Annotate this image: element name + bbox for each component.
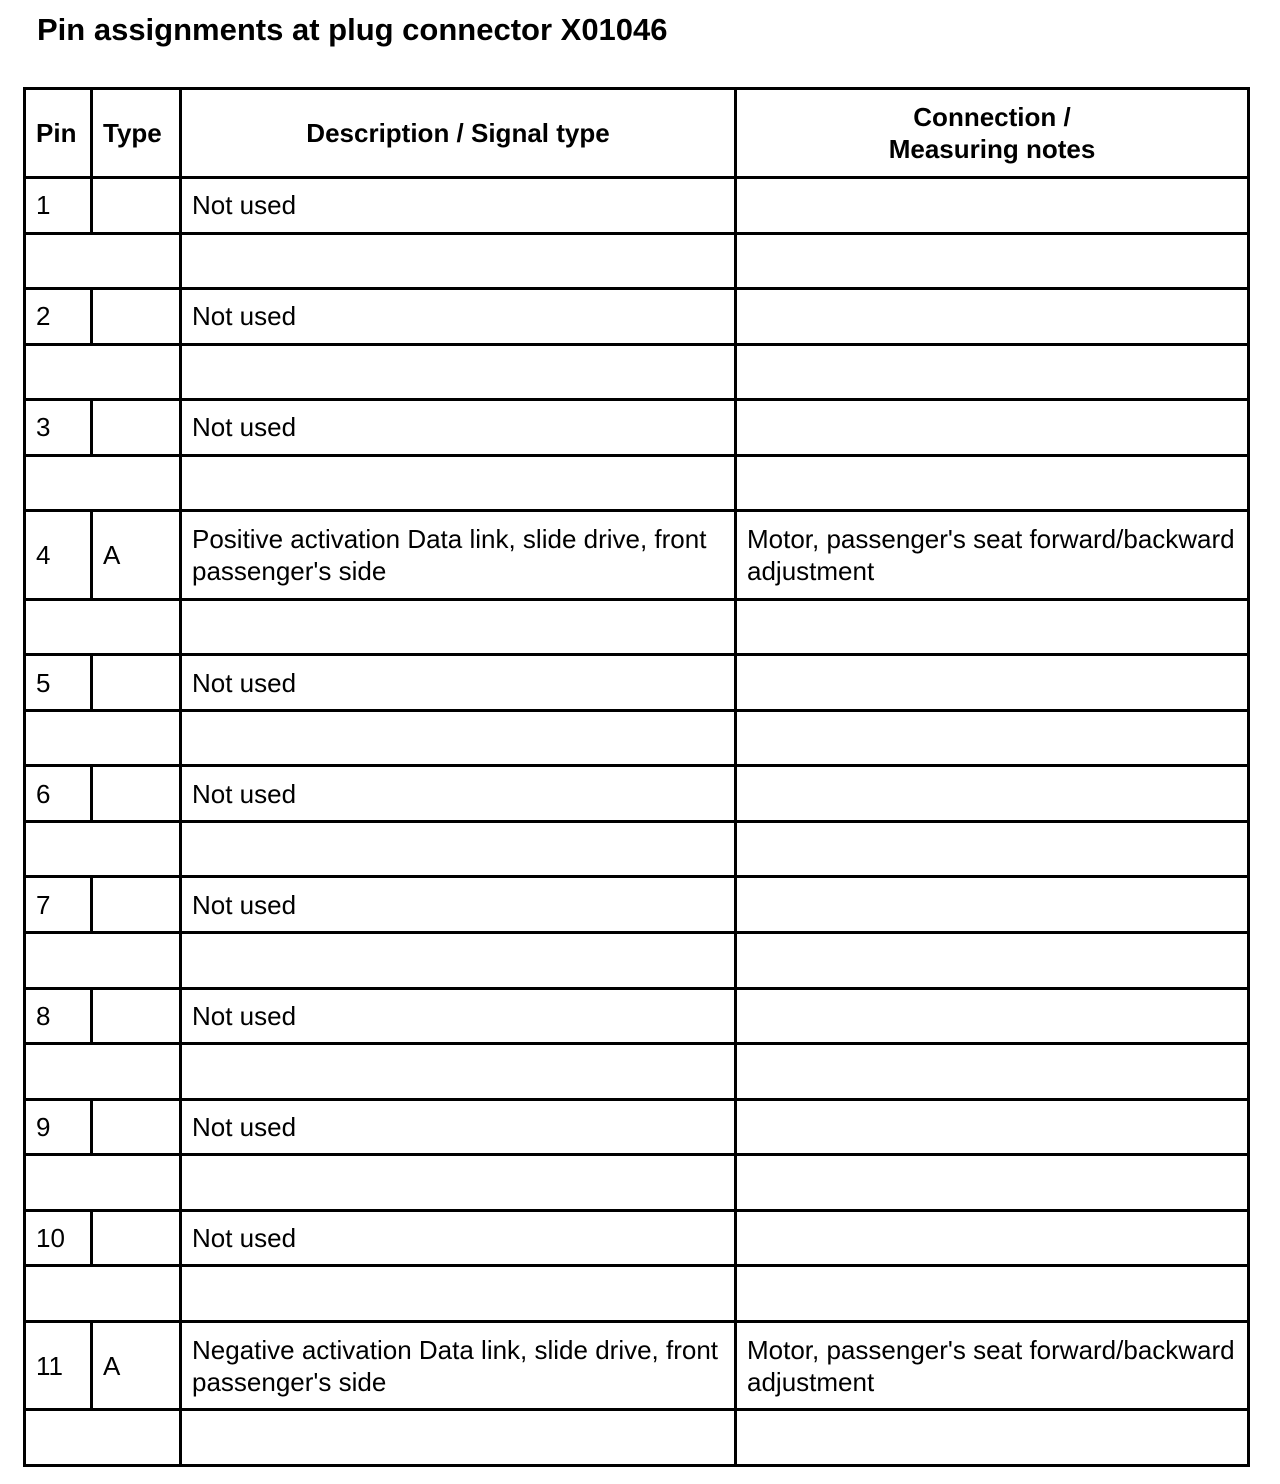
pin-cell: 2 <box>25 289 92 345</box>
spacer-row <box>25 1155 1249 1211</box>
table-row <box>25 877 1249 933</box>
pin-cell: 3 <box>25 400 92 456</box>
spacer-cell <box>25 1155 181 1211</box>
spacer-cell <box>181 821 736 877</box>
spacer-cell <box>736 599 1249 655</box>
spacer-cell <box>736 344 1249 400</box>
spacer-cell <box>736 455 1249 511</box>
spacer-row <box>25 1410 1249 1466</box>
spacer-cell <box>181 1266 736 1322</box>
pin-cell: 1 <box>25 178 92 234</box>
table-row <box>25 178 1249 234</box>
spacer-cell <box>25 344 181 400</box>
spacer-cell <box>181 599 736 655</box>
type-cell <box>92 1099 181 1155</box>
header-description: Description / Signal type <box>181 89 736 178</box>
header-row <box>25 89 1249 178</box>
pin-cell: 4 <box>25 511 92 600</box>
spacer-cell <box>25 1044 181 1100</box>
spacer-cell <box>736 821 1249 877</box>
spacer-cell <box>25 599 181 655</box>
connection-cell <box>736 1099 1249 1155</box>
spacer-row <box>25 1266 1249 1322</box>
type-cell <box>92 178 181 234</box>
type-cell <box>92 655 181 711</box>
type-cell <box>92 988 181 1044</box>
pin-cell: 10 <box>25 1210 92 1266</box>
spacer-cell <box>181 233 736 289</box>
table-row <box>25 766 1249 822</box>
pin-cell: 9 <box>25 1099 92 1155</box>
connection-cell <box>736 877 1249 933</box>
header-connection-line1: Connection / <box>913 102 1071 132</box>
description-cell: Not used <box>181 766 736 822</box>
description-cell: Negative activation Data link, slide drive, front passenger's side <box>181 1321 736 1410</box>
spacer-row <box>25 344 1249 400</box>
connection-cell <box>736 400 1249 456</box>
spacer-row <box>25 455 1249 511</box>
header-connection-line2: Measuring notes <box>888 134 1096 164</box>
table-row <box>25 1210 1249 1266</box>
spacer-row <box>25 1044 1249 1100</box>
description-cell: Not used <box>181 655 736 711</box>
spacer-cell <box>736 933 1249 989</box>
spacer-cell <box>181 1410 736 1466</box>
spacer-cell <box>736 233 1249 289</box>
pin-cell: 8 <box>25 988 92 1044</box>
description-cell: Not used <box>181 1210 736 1266</box>
header-type: Type <box>92 89 181 178</box>
type-cell <box>92 877 181 933</box>
description-cell: Not used <box>181 178 736 234</box>
connection-cell <box>736 655 1249 711</box>
description-cell: Positive activation Data link, slide drive, front passenger's side <box>181 511 736 600</box>
spacer-row <box>25 933 1249 989</box>
spacer-cell <box>25 710 181 766</box>
description-cell: Not used <box>181 289 736 345</box>
pin-assignment-table <box>23 87 1250 1467</box>
spacer-cell <box>181 710 736 766</box>
spacer-cell <box>736 710 1249 766</box>
header-connection <box>736 89 1249 178</box>
spacer-cell <box>736 1044 1249 1100</box>
spacer-row <box>25 599 1249 655</box>
spacer-cell <box>181 1044 736 1100</box>
spacer-cell <box>181 344 736 400</box>
page-title: Pin assignments at plug connector X01046 <box>37 12 668 47</box>
table-row <box>25 655 1249 711</box>
table-row <box>25 1321 1249 1410</box>
type-cell <box>92 766 181 822</box>
spacer-row <box>25 233 1249 289</box>
spacer-cell <box>25 233 181 289</box>
description-cell: Not used <box>181 1099 736 1155</box>
spacer-cell <box>181 1155 736 1211</box>
spacer-cell <box>25 821 181 877</box>
connection-cell <box>736 289 1249 345</box>
connection-cell: Motor, passenger's seat forward/backward adjustment <box>736 511 1249 600</box>
header-pin: Pin <box>25 89 92 178</box>
spacer-row <box>25 710 1249 766</box>
connection-cell <box>736 766 1249 822</box>
table-body <box>25 178 1249 1466</box>
spacer-cell <box>25 455 181 511</box>
spacer-cell <box>181 933 736 989</box>
spacer-cell <box>25 933 181 989</box>
table-row <box>25 511 1249 600</box>
type-cell: A <box>92 511 181 600</box>
table-row <box>25 988 1249 1044</box>
type-cell <box>92 289 181 345</box>
pin-cell: 6 <box>25 766 92 822</box>
spacer-cell <box>736 1155 1249 1211</box>
description-cell: Not used <box>181 400 736 456</box>
table-row <box>25 400 1249 456</box>
spacer-cell <box>25 1266 181 1322</box>
connection-cell <box>736 178 1249 234</box>
type-cell: A <box>92 1321 181 1410</box>
spacer-cell <box>181 455 736 511</box>
table-row <box>25 289 1249 345</box>
connection-cell: Motor, passenger's seat forward/backward adjustment <box>736 1321 1249 1410</box>
description-cell: Not used <box>181 877 736 933</box>
pin-cell: 11 <box>25 1321 92 1410</box>
spacer-cell <box>736 1266 1249 1322</box>
pin-cell: 5 <box>25 655 92 711</box>
table-row <box>25 1099 1249 1155</box>
description-cell: Not used <box>181 988 736 1044</box>
pin-cell: 7 <box>25 877 92 933</box>
type-cell <box>92 1210 181 1266</box>
connection-cell <box>736 1210 1249 1266</box>
spacer-row <box>25 821 1249 877</box>
spacer-cell <box>25 1410 181 1466</box>
connection-cell <box>736 988 1249 1044</box>
spacer-cell <box>736 1410 1249 1466</box>
type-cell <box>92 400 181 456</box>
